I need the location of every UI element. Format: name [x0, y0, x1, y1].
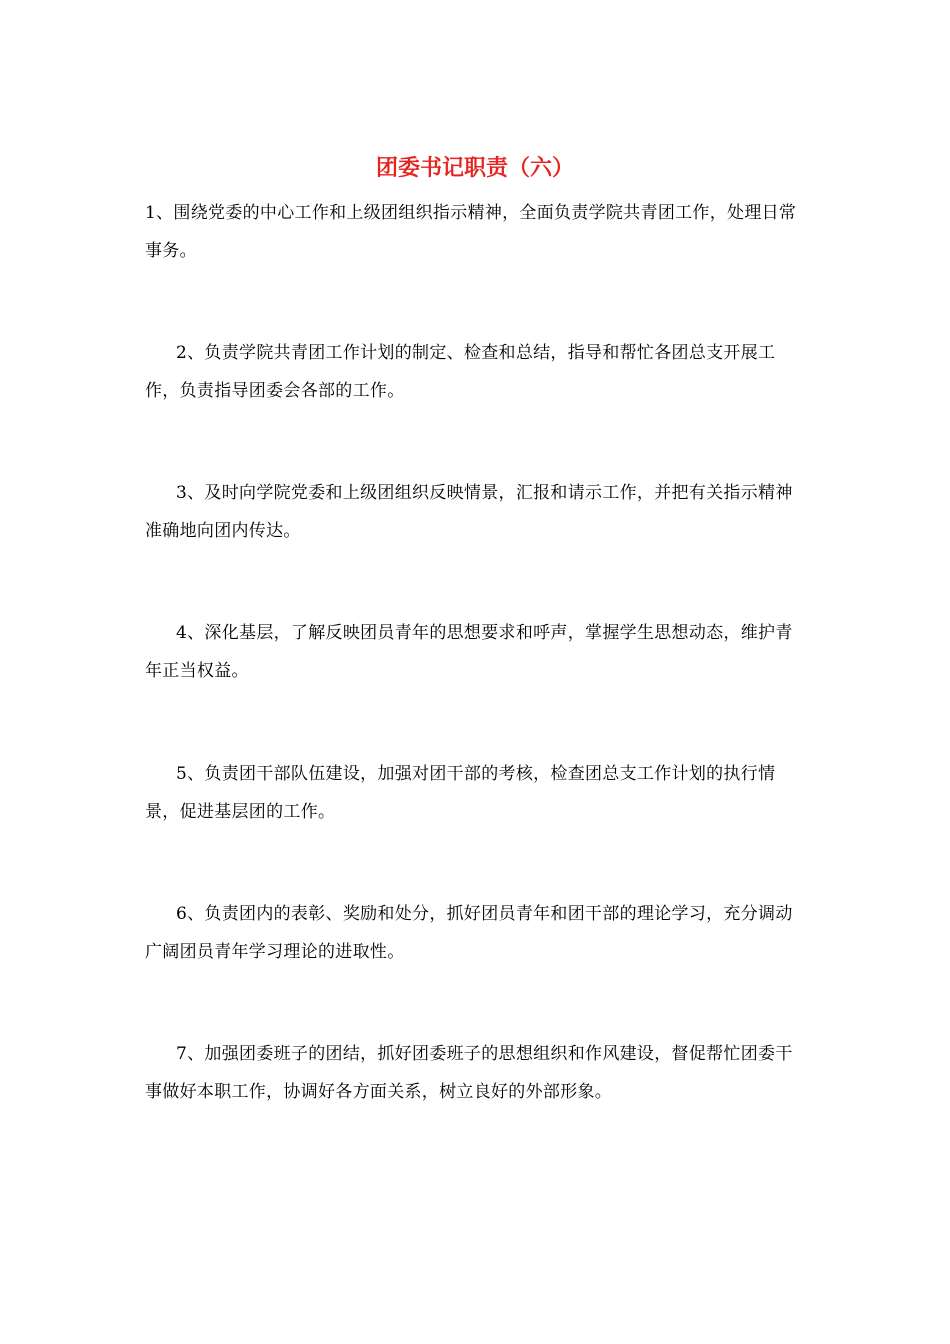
duty-paragraph-1: 1、围绕党委的中心工作和上级团组织指示精神，全面负责学院共青团工作，处理日常事务。: [145, 203, 797, 261]
duty-paragraph-4: 4、深化基层，了解反映团员青年的思想要求和呼声，掌握学生思想动态，维护青年正当权益。: [145, 623, 793, 681]
duty-paragraph-3: 3、及时向学院党委和上级团组织反映情景，汇报和请示工作，并把有关指示精神准确地向团内传达。: [145, 483, 793, 541]
duty-paragraph-2: 2、负责学院共青团工作计划的制定、检查和总结，指导和帮忙各团总支开展工作，负责指导团委会各部的工作。: [145, 343, 776, 401]
duty-paragraph-5: 5、负责团干部队伍建设，加强对团干部的考核，检查团总支工作计划的执行情景，促进基层团的工作。: [145, 764, 776, 822]
duty-paragraph-6: 6、负责团内的表彰、奖励和处分，抓好团员青年和团干部的理论学习，充分调动广阔团员青年学习理论的进取性。: [145, 904, 793, 962]
duty-paragraph-7: 7、加强团委班子的团结，抓好团委班子的思想组织和作风建设，督促帮忙团委干事做好本职工作，协调好各方面关系，树立良好的外部形象。: [145, 1044, 793, 1102]
document-title: 团委书记职责（六）: [375, 155, 574, 181]
